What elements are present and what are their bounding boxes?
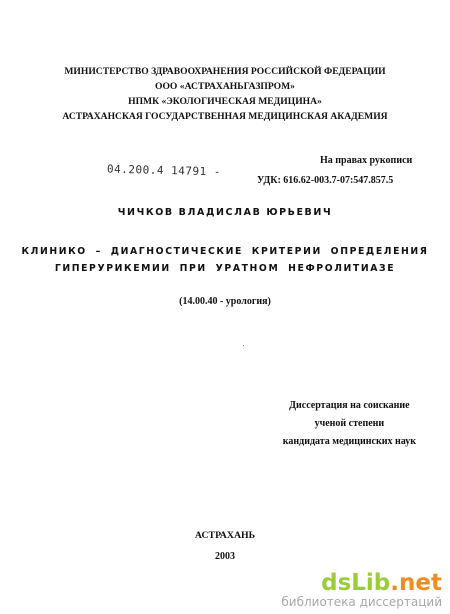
institutions-header (0, 64, 450, 124)
degree-line-3: кандидата медицинских наук (282, 436, 416, 447)
specialty-code: (14.00.40 - урология) (179, 296, 271, 307)
logo-net: net (399, 570, 442, 596)
institution-ministry: МИНИСТЕРСТВО ЗДРАВООХРАНЕНИЯ РОССИЙСКОЙ ФЕДЕРАЦИИ (64, 66, 386, 77)
author-name: ЧИЧКОВ ВЛАДИСЛАВ ЮРЬЕВИЧ (117, 207, 333, 218)
degree-statement (283, 397, 416, 451)
logo-dot: . (390, 570, 400, 596)
institution-academy: АСТРАХАНСКАЯ ГОСУДАРСТВЕННАЯ МЕДИЦИНСКАЯ АКАДЕМИЯ (62, 111, 388, 122)
city: АСТРАХАНЬ (194, 530, 256, 541)
rights-note: На правах рукописи (320, 155, 413, 166)
institution-npmk: НПМК «ЭКОЛОГИЧЕСКАЯ МЕДИЦИНА» (128, 96, 322, 107)
title-line-2: ГИПЕРУРИКЕМИИ ПРИ УРАТНОМ НЕФРОЛИТИАЗЕ (54, 263, 396, 274)
dslib-subtitle: библиотека диссертаций (281, 595, 442, 609)
logo-ds: ds (321, 570, 352, 596)
logo-lib: Lib (351, 570, 391, 596)
degree-line-2: ученой степени (314, 418, 385, 429)
degree-line-1: Диссертация на соискание (289, 400, 410, 411)
year: 2003 (215, 551, 235, 562)
handwritten-stamp-number: 04.200.4 14791 - (106, 162, 222, 179)
dissertation-title (0, 243, 450, 277)
dslib-watermark[interactable] (281, 571, 442, 609)
udk-code: УДК: 616.62-003.7-07:547.857.5 (257, 175, 394, 186)
title-line-1: КЛИНИКО – ДИАГНОСТИЧЕСКИЕ КРИТЕРИИ ОПРЕДЕЛЕНИЯ (21, 246, 429, 257)
dslib-logo (281, 571, 442, 595)
scan-speck (243, 345, 244, 346)
institution-gazprom: ООО «АСТРАХАНЬГАЗПРОМ» (155, 81, 295, 92)
